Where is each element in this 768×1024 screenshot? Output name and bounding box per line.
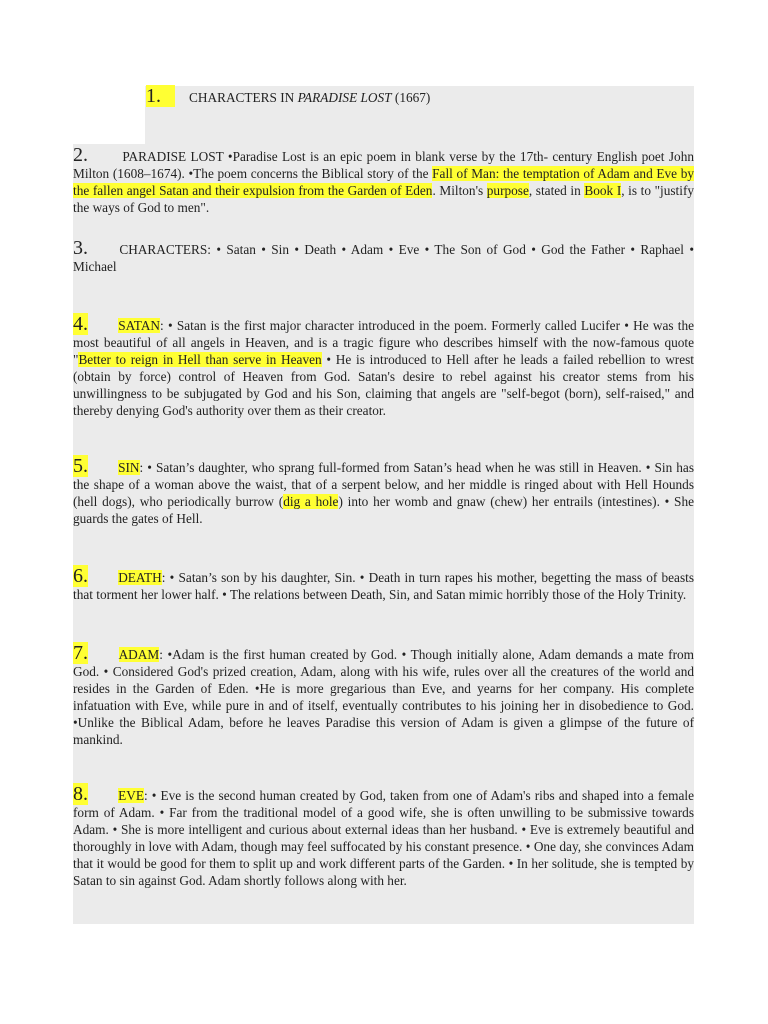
section-number: 3. bbox=[73, 237, 88, 259]
section-sin: 5. SIN: • Satan’s daughter, who sprang full-formed from Satan’s head when he was still in Heaven. • Sin has the shape of a woman above the waist, that of a serpent below, and her middle is ringed about with Hell Hounds (hell dogs), who periodically burrow (dig a hole) into her womb and gnaw (chew) her entrails (intestines). • She guards the gates of Hell. bbox=[73, 455, 694, 526]
character-label: SATAN bbox=[118, 318, 161, 333]
character-label: ADAM bbox=[118, 647, 160, 662]
section-number: 5. bbox=[73, 455, 88, 477]
highlight: dig a hole bbox=[283, 494, 339, 509]
highlight: purpose bbox=[486, 183, 529, 198]
character-label: SIN bbox=[118, 460, 140, 475]
character-label: DEATH bbox=[118, 570, 162, 585]
title-text: CHARACTERS IN PARADISE LOST (1667) bbox=[189, 90, 431, 105]
section-number: 2. bbox=[73, 144, 88, 166]
section-number: 1. bbox=[146, 85, 175, 107]
highlight: Fall of Man: the temptation of Adam and Eve by the fallen angel Satan and their expulsion from the Garden of Eden bbox=[73, 166, 694, 198]
section-paradise-lost: 2. PARADISE LOST •Paradise Lost is an epic poem in blank verse by the 17th- century English poet John Milton (1608–1674). •The poem concerns the Biblical story of the Fall of Man: the temptation of Adam and Eve by the fallen angel Satan and their expulsion from the Garden of Eden. Milton's purpose, stated in Book I, is to "justify the ways of God to men". bbox=[73, 144, 695, 215]
section-number: 7. bbox=[73, 642, 88, 664]
page-title bbox=[146, 85, 431, 107]
section-satan: 4. SATAN: • Satan is the first major character introduced in the poem. Formerly called Lucifer • He was the most beautiful of all angels in Heaven, and is a tragic figure who describes himself with the now-famous quote "Better to reign in Hell than serve in Heaven • He is introduced to Hell after he leads a failed rebellion to wrest (obtain by force) control of Heaven from God. Satan's desire to rebel against his creator stems from his unwillingness to be subjugated by God and his Son, claiming that angels are "self-begot (born), self-raised," and thereby denying God's authority over them as their creator. bbox=[73, 313, 694, 418]
section-eve: 8. EVE: • Eve is the second human created by God, taken from one of Adam's ribs and shaped into a female form of Adam. • Far from the traditional model of a good wife, she is often unwilling to be submissive towards Adam. • She is more intelligent and curious about external ideas than her husband. • Eve is extremely beautiful and thoroughly in love with Adam, though may feel suffocated by his constant presence. • One day, she convinces Adam that it would be good for them to split up and work different parts of the Garden. • In her solitude, she is tempted by Satan to sin against God. Adam shortly follows along with her. bbox=[73, 783, 694, 888]
highlight: Better to reign in Hell than serve in Heaven bbox=[78, 352, 322, 367]
highlight: Book I bbox=[584, 183, 622, 198]
section-characters: 3. CHARACTERS: • Satan • Sin • Death • Adam • Eve • The Son of God • God the Father • Raphael • Michael bbox=[73, 237, 694, 274]
section-number: 4. bbox=[73, 313, 88, 335]
section-number: 6. bbox=[73, 565, 88, 587]
section-adam: 7. ADAM: •Adam is the first human created by God. • Though initially alone, Adam demands a mate from God. • Considered God's prized creation, Adam, along with his wife, rules over all the creatures of the world and resides in the Garden of Eden. •He is more gregarious than Eve, and yearns for her company. His complete infatuation with Eve, while pure in and of itself, eventually contributes to his joining her in disobedience to God. •Unlike the Biblical Adam, before he leaves Paradise this version of Adam is given a glimpse of the future of mankind. bbox=[73, 642, 695, 747]
section-death: 6. DEATH: • Satan’s son by his daughter, Sin. • Death in turn rapes his mother, begetting the mass of beasts that torment her lower half. • The relations between Death, Sin, and Satan mimic horribly those of the Holy Trinity. bbox=[73, 565, 694, 602]
character-label: EVE bbox=[118, 788, 144, 803]
section-number: 8. bbox=[73, 783, 88, 805]
